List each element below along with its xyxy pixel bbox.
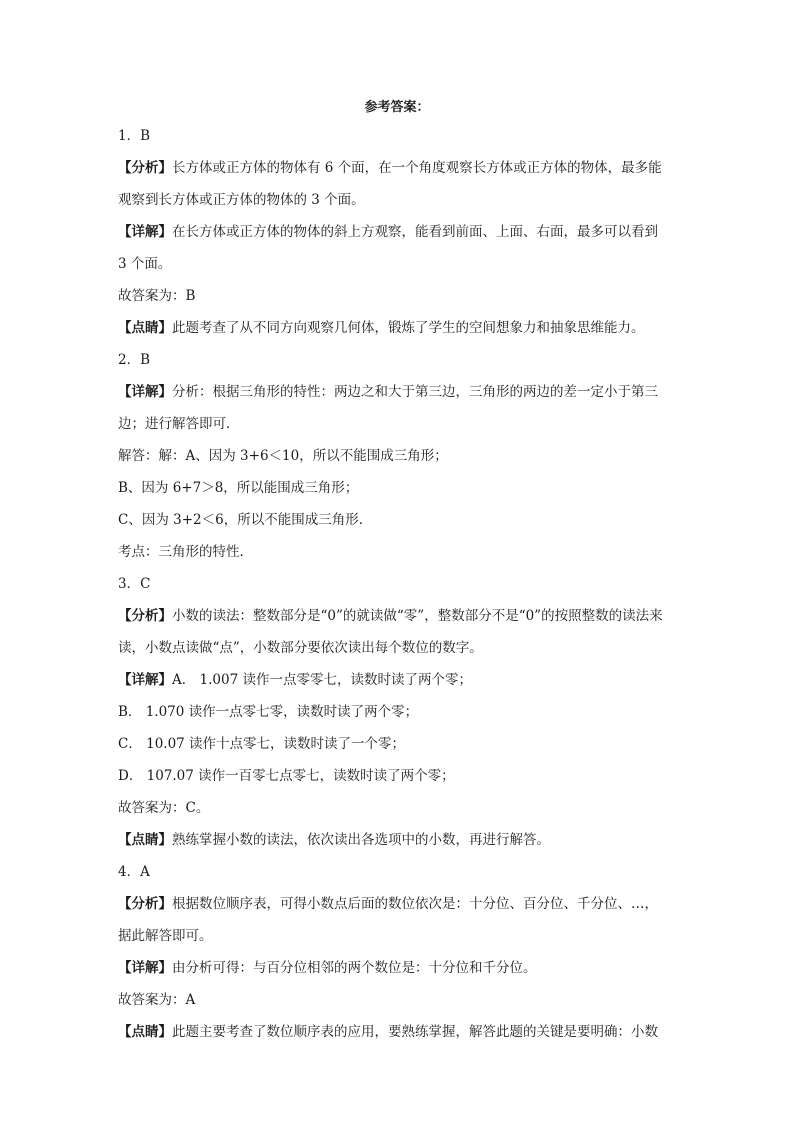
line-text: 长方体或正方体的物体有 6 个面，在一个角度观察长方体或正方体的物体，最多能	[172, 160, 662, 176]
line-text: 故答案为：A	[118, 992, 196, 1008]
line-text: A． 1.007 读作一点零零七，读数时读了两个零；	[172, 672, 472, 688]
text-line	[118, 856, 682, 888]
text-line	[118, 568, 682, 600]
text-line	[118, 1016, 682, 1048]
text-line	[118, 376, 682, 408]
line-text: 根据数位顺序表，可得小数点后面的数位依次是：十分位、百分位、千分位、…，	[172, 896, 658, 912]
answer-key-title: 参考答案：	[364, 100, 430, 115]
line-text: 此题考查了从不同方向观察几何体，锻炼了学生的空间想象力和抽象思维能力。	[172, 320, 645, 336]
text-line	[118, 472, 682, 504]
section-tag: 【详解】	[118, 672, 172, 688]
line-text: 据此解答即可。	[118, 928, 213, 944]
text-line	[118, 216, 682, 248]
section-tag: 【分析】	[118, 896, 172, 912]
line-text: D． 107.07 读作一百零七点零七，读数时读了两个零；	[118, 768, 455, 784]
line-text: 2．B	[118, 352, 151, 368]
text-line	[118, 760, 682, 792]
answer-content	[118, 120, 682, 1048]
text-line	[118, 792, 682, 824]
section-tag: 【分析】	[118, 608, 172, 624]
line-text: 在长方体或正方体的物体的斜上方观察，能看到前面、上面、右面，最多可以看到	[172, 224, 658, 240]
section-tag: 【详解】	[118, 384, 172, 400]
line-text: 3 个面。	[118, 256, 172, 272]
line-text: C、因为 3+2＜6，所以不能围成三角形．	[118, 512, 373, 528]
text-line	[118, 312, 682, 344]
line-text: 4．A	[118, 864, 150, 880]
text-line	[118, 888, 682, 920]
text-line	[118, 920, 682, 952]
line-text: 3．C	[118, 576, 151, 592]
line-text: B、因为 6+7＞8，所以能围成三角形；	[118, 480, 359, 496]
line-text: 观察到长方体或正方体的物体的 3 个面。	[118, 192, 365, 208]
line-text: 小数的读法：整数部分是“0”的就读做“零”，整数部分不是“0”的按照整数的读法来	[172, 608, 663, 624]
text-line	[118, 600, 682, 632]
text-line	[118, 504, 682, 536]
text-line	[118, 440, 682, 472]
text-line	[118, 728, 682, 760]
section-tag: 【点睛】	[118, 1024, 172, 1040]
section-tag: 【点睛】	[118, 832, 172, 848]
text-line	[118, 632, 682, 664]
text-line	[118, 120, 682, 152]
text-line	[118, 152, 682, 184]
line-text: 熟练掌握小数的读法，依次读出各选项中的小数，再进行解答。	[172, 832, 550, 848]
line-text: 故答案为：C。	[118, 800, 210, 816]
text-line	[118, 984, 682, 1016]
text-line	[118, 536, 682, 568]
section-tag: 【详解】	[118, 960, 172, 976]
line-text: C． 10.07 读作十点零七，读数时读了一个零；	[118, 736, 406, 752]
text-line	[118, 952, 682, 984]
line-text: 由分析可得：与百分位相邻的两个数位是：十分位和千分位。	[172, 960, 537, 976]
section-tag: 【分析】	[118, 160, 172, 176]
text-line	[118, 696, 682, 728]
line-text: 考点：三角形的特性．	[118, 544, 253, 560]
line-text: 分析：根据三角形的特性：两边之和大于第三边，三角形的两边的差一定小于第三	[172, 384, 658, 400]
section-tag: 【点睛】	[118, 320, 172, 336]
text-line	[118, 184, 682, 216]
line-text: 此题主要考查了数位顺序表的应用，要熟练掌握，解答此题的关键是要明确：小数	[172, 1024, 658, 1040]
line-text: 1．B	[118, 128, 151, 144]
text-line	[118, 344, 682, 376]
line-text: 读，小数点读做“点”，小数部分要依次读出每个数位的数字。	[118, 640, 483, 656]
section-tag: 【详解】	[118, 224, 172, 240]
text-line	[118, 824, 682, 856]
line-text: 故答案为：B	[118, 288, 196, 304]
line-text: B． 1.070 读作一点零七零，读数时读了两个零；	[118, 704, 419, 720]
line-text: 边；进行解答即可．	[118, 416, 240, 432]
line-text: 解答：解：A、因为 3+6＜10，所以不能围成三角形；	[118, 448, 448, 464]
text-line	[118, 408, 682, 440]
text-line	[118, 664, 682, 696]
text-line	[118, 248, 682, 280]
text-line	[118, 280, 682, 312]
